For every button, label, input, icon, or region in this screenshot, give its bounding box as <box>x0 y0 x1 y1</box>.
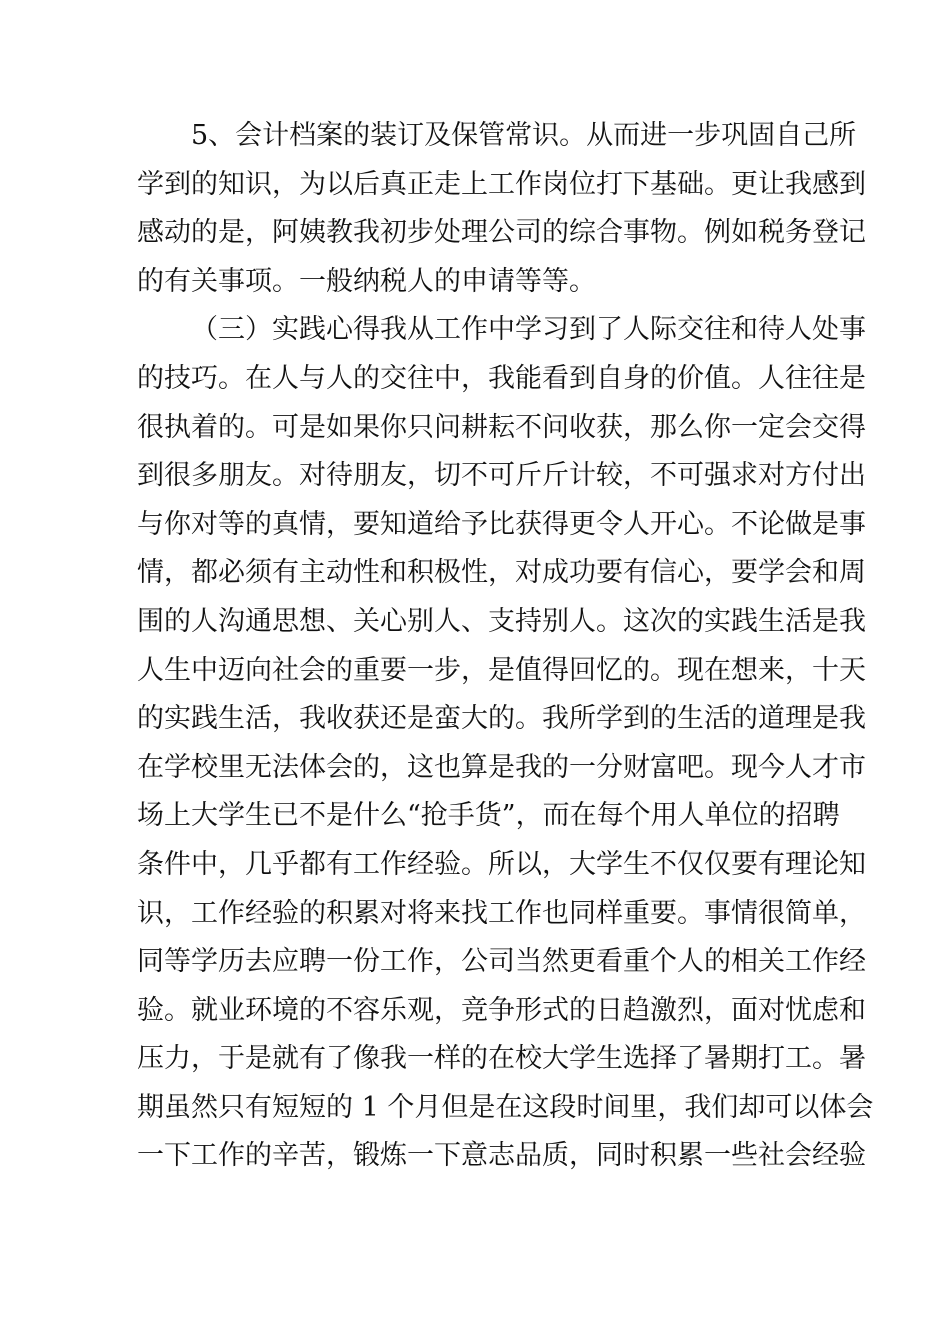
paragraph-1-line-2: 学到的知识，为以后真正走上工作岗位打下基础。更让我感到 <box>137 168 866 200</box>
paragraph-2-line-8: 人生中迈向社会的重要一步，是值得回忆的。现在想来，十天 <box>137 654 866 686</box>
paragraph-2-line-5: 与你对等的真情，要知道给予比获得更令人开心。不论做是事 <box>137 508 866 540</box>
paragraph-2-line-9: 的实践生活，我收获还是蛮大的。我所学到的生活的道理是我 <box>137 703 866 735</box>
paragraph-2-line-1: （三）实践心得我从工作中学习到了人际交往和待人处事 <box>191 314 866 346</box>
paragraph-2-line-7: 围的人沟通思想、关心别人、支持别人。这次的实践生活是我 <box>137 605 866 637</box>
paragraph-2-line-18: 一下工作的辛苦，锻炼一下意志品质，同时积累一些社会经验 <box>137 1140 866 1172</box>
paragraph-2-line-6: 情，都必须有主动性和积极性，对成功要有信心，要学会和周 <box>137 557 866 589</box>
paragraph-1-line-3: 感动的是，阿姨教我初步处理公司的综合事物。例如税务登记 <box>137 217 866 249</box>
paragraph-2-line-16: 压力，于是就有了像我一样的在校大学生选择了暑期打工。暑 <box>137 1043 866 1075</box>
paragraph-2-line-2: 的技巧。在人与人的交往中，我能看到自身的价值。人往往是 <box>137 362 866 394</box>
paragraph-2-line-4: 到很多朋友。对待朋友，切不可斤斤计较，不可强求对方付出 <box>137 460 866 492</box>
paragraph-2-line-15: 验。就业环境的不容乐观，竞争形式的日趋激烈，面对忧虑和 <box>137 994 866 1026</box>
paragraph-1-line-1: 5、会计档案的装订及保管常识。从而进一步巩固自己所 <box>191 120 857 151</box>
paragraph-2-line-17: 期虽然只有短短的 1 个月但是在这段时间里，我们却可以体会 <box>137 1091 874 1123</box>
paragraph-2-line-3: 很执着的。可是如果你只问耕耘不问收获，那么你一定会交得 <box>137 411 866 443</box>
paragraph-2-line-13: 识，工作经验的积累对将来找工作也同样重要。事情很简单， <box>137 897 866 929</box>
paragraph-1-line-4: 的有关事项。一般纳税人的申请等等。 <box>137 265 596 297</box>
paragraph-2-line-11: 场上大学生已不是什么“抢手货”，而在每个用人单位的招聘 <box>137 800 840 832</box>
paragraph-2-line-12: 条件中，几乎都有工作经验。所以，大学生不仅仅要有理论知 <box>137 848 866 880</box>
body-text <box>137 112 874 1181</box>
paragraph-2-line-10: 在学校里无法体会的，这也算是我的一分财富吧。现今人才市 <box>137 751 866 783</box>
paragraph-2-line-14: 同等学历去应聘一份工作，公司当然更看重个人的相关工作经 <box>137 946 866 978</box>
